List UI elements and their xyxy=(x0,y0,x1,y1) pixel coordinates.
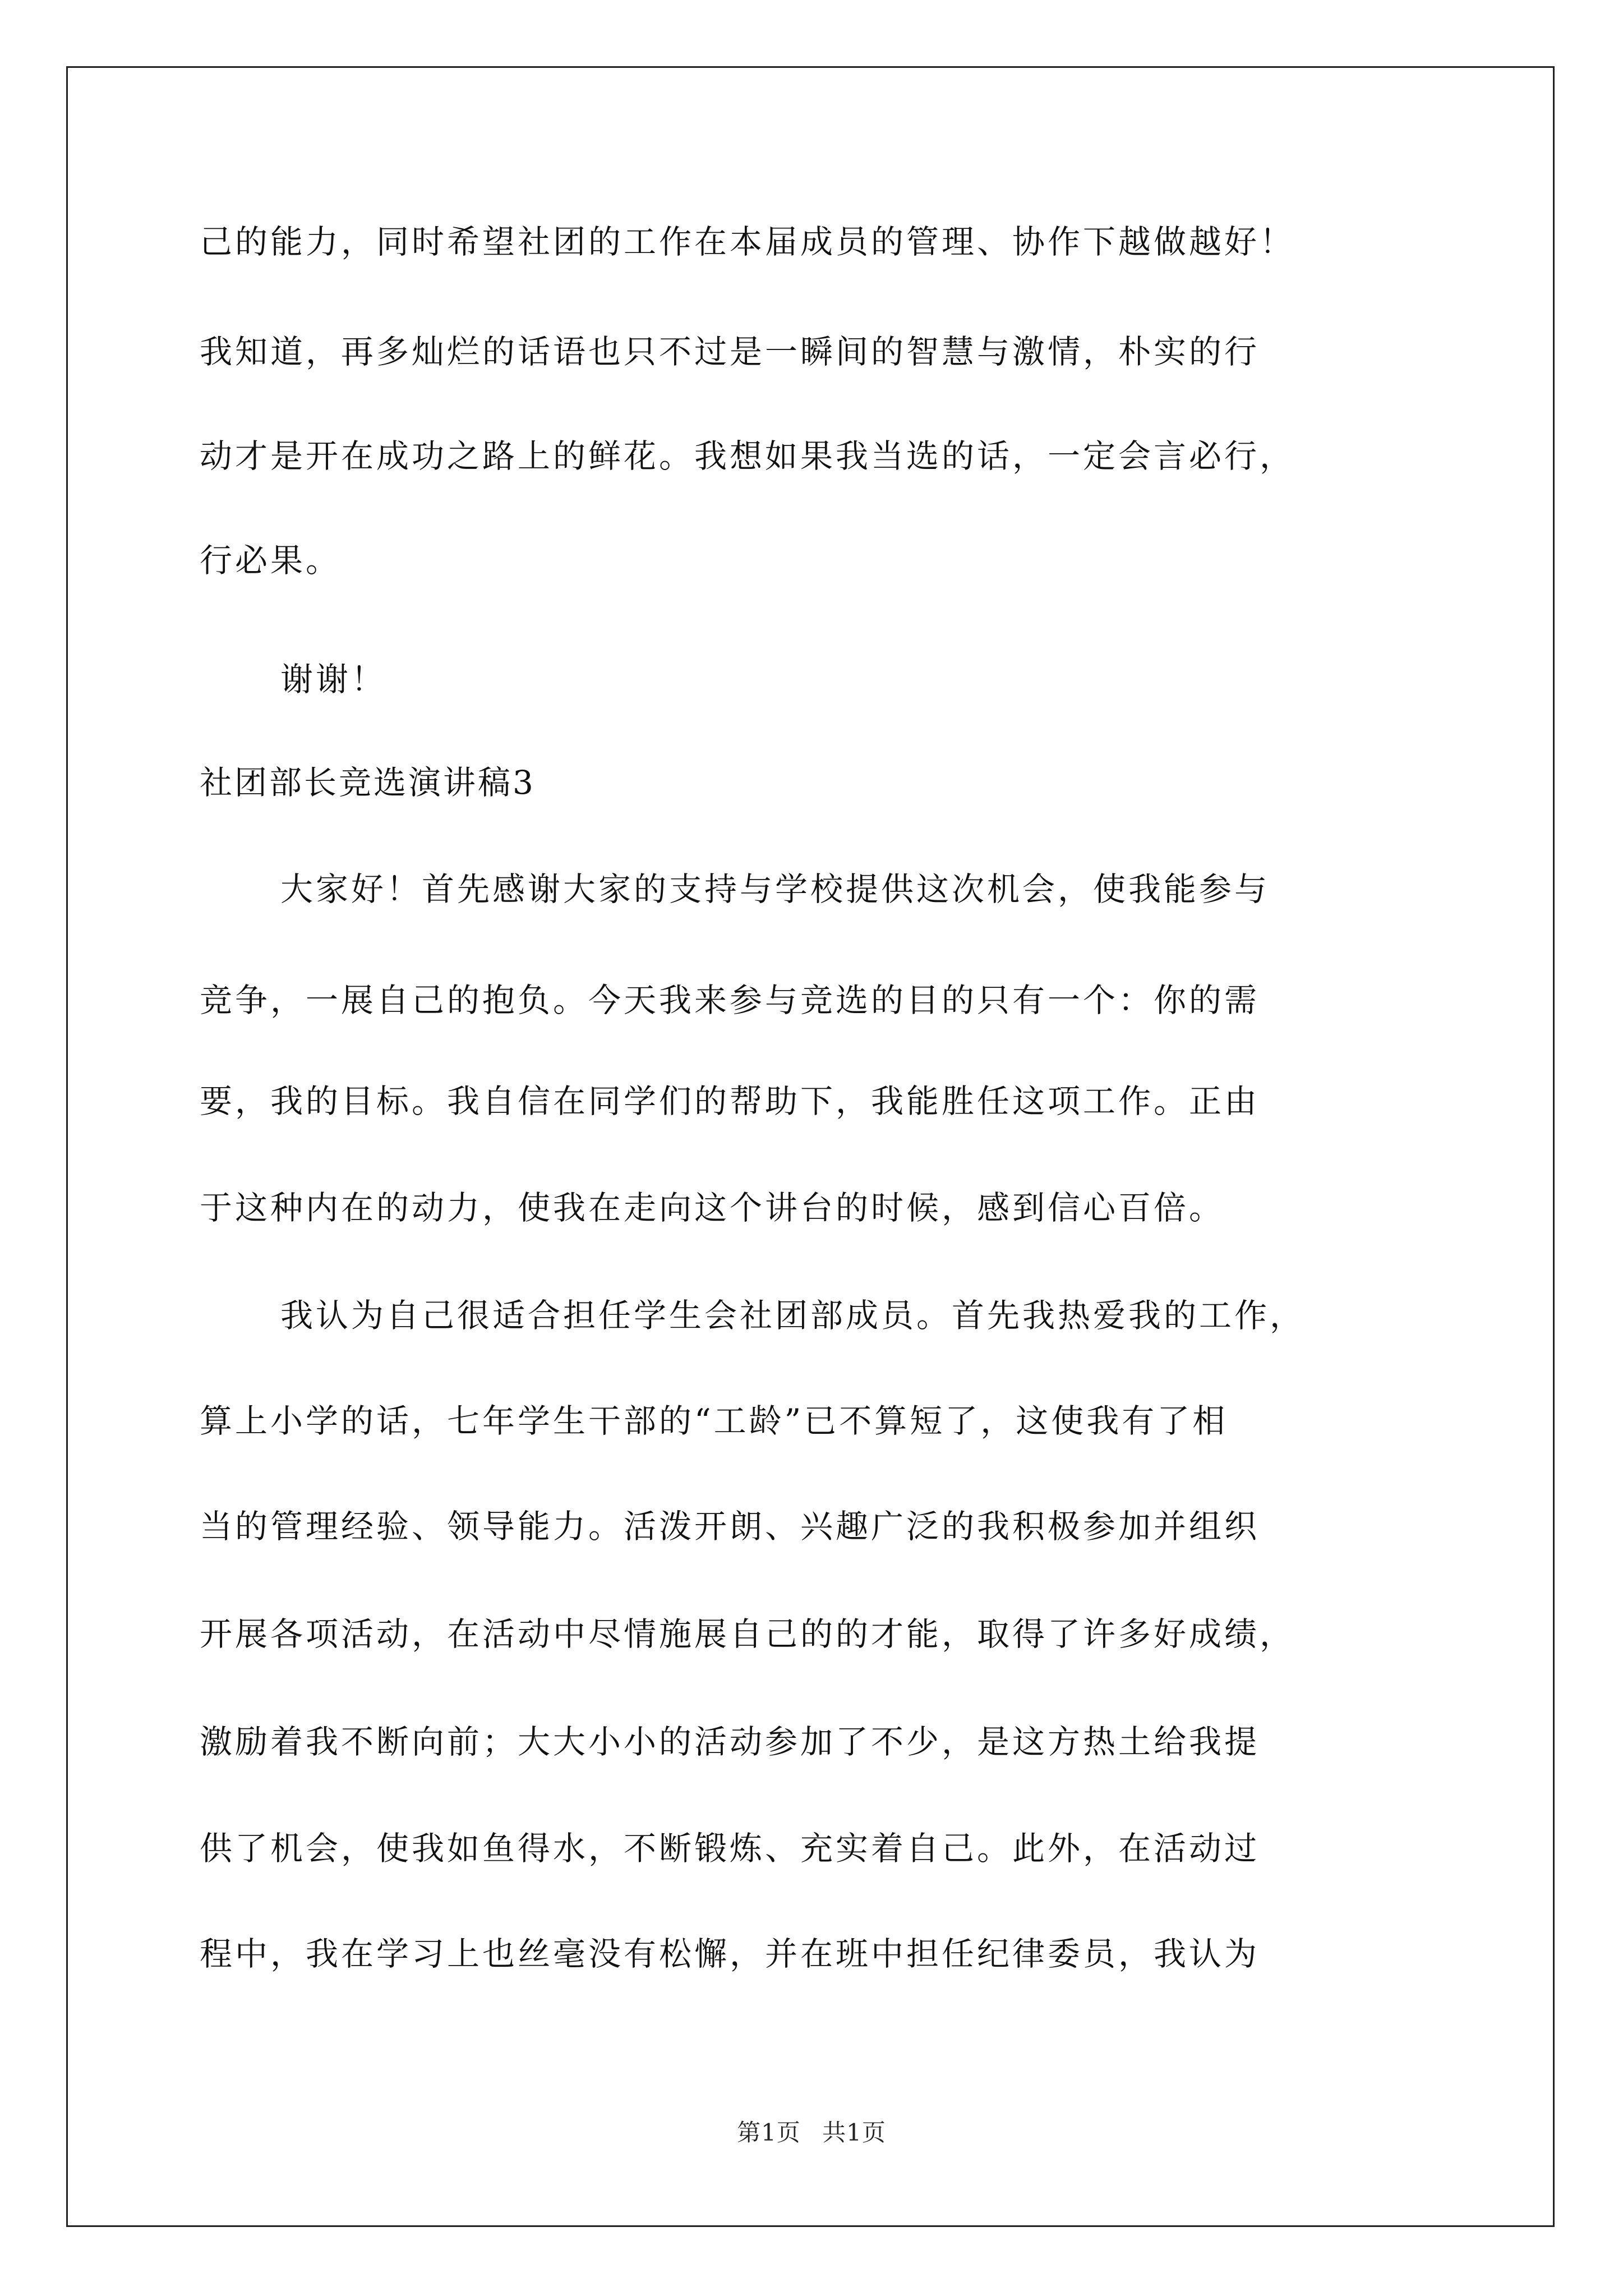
body-line: 要，我的目标。我自信在同学们的帮助下，我能胜任这项工作。正由 xyxy=(200,1082,1260,1120)
body-line: 竞争，一展自己的抱负。今天我来参与竞选的目的只有一个：你的需 xyxy=(200,981,1260,1019)
closing-line: 谢谢！ xyxy=(280,660,387,698)
body-line: 供了机会，使我如鱼得水，不断锻炼、充实着自己。此外，在活动过 xyxy=(200,1829,1260,1867)
body-line: 动才是开在成功之路上的鲜花。我想如果我当选的话，一定会言必行， xyxy=(200,437,1295,475)
body-line: 己的能力，同时希望社团的工作在本届成员的管理、协作下越做越好！ xyxy=(200,223,1295,261)
body-line: 我知道，再多灿烂的话语也只不过是一瞬间的智慧与激情，朴实的行 xyxy=(200,333,1260,371)
page-number: 第1页 xyxy=(737,2119,801,2146)
body-line: 行必果。 xyxy=(200,541,342,579)
body-line: 程中，我在学习上也丝毫没有松懈，并在班中担任纪律委员，我认为 xyxy=(200,1935,1260,1973)
section-heading: 社团部长竞选演讲稿3 xyxy=(200,763,536,802)
page-total: 共1页 xyxy=(822,2119,886,2146)
paragraph-start: 大家好！首先感谢大家的支持与学校提供这次机会，使我能参与 xyxy=(280,870,1270,908)
page-footer xyxy=(0,2119,1623,2146)
body-line: 算上小学的话，七年学生干部的“工龄”已不算短了，这使我有了相 xyxy=(200,1402,1228,1440)
paragraph-start: 我认为自己很适合担任学生会社团部成员。首先我热爱我的工作， xyxy=(280,1296,1306,1335)
body-line: 当的管理经验、领导能力。活泼开朗、兴趣广泛的我积极参加并组织 xyxy=(200,1507,1260,1545)
body-line: 激励着我不断向前；大大小小的活动参加了不少，是这方热土给我提 xyxy=(200,1723,1260,1761)
body-line: 开展各项活动，在活动中尽情施展自己的的才能，取得了许多好成绩， xyxy=(200,1615,1295,1653)
page-border xyxy=(66,66,1555,2227)
body-line: 于这种内在的动力，使我在走向这个讲台的时候，感到信心百倍。 xyxy=(200,1189,1225,1227)
